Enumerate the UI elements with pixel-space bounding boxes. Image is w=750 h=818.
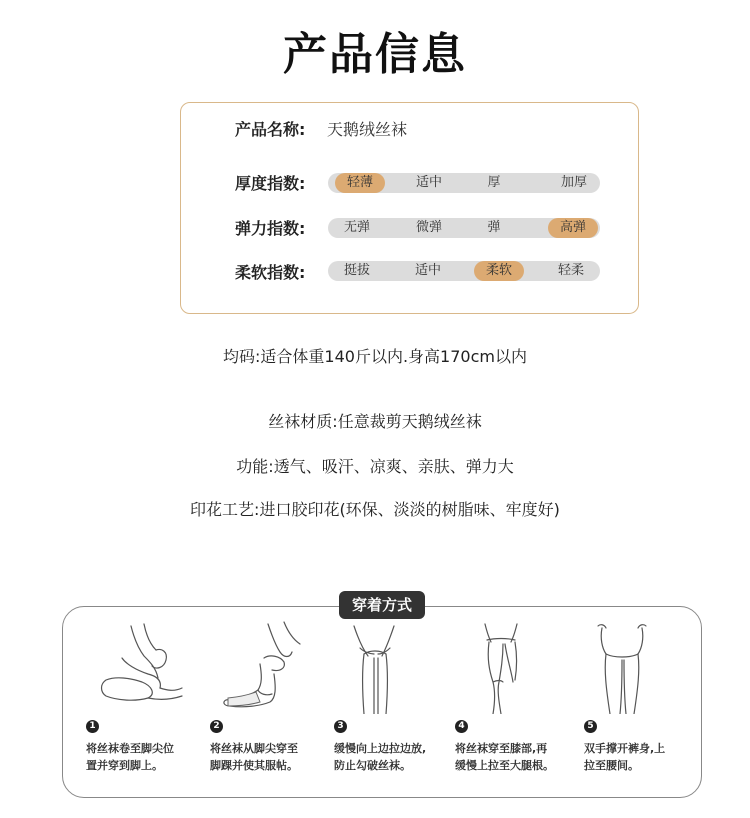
step-number-2: 2	[210, 720, 223, 733]
elasticity-scale	[328, 218, 600, 238]
page-title: 产品信息	[283, 29, 467, 80]
thickness-option-light: 轻薄	[335, 173, 385, 193]
product-name-value: 天鹅绒丝袜	[327, 120, 408, 139]
softness-option-gentle: 轻柔	[557, 263, 584, 278]
softness-scale	[328, 261, 600, 281]
elasticity-option-none: 无弹	[343, 220, 370, 235]
printing-info: 印花工艺:进口胶印花(环保、淡淡的树脂味、牢度好)	[190, 500, 560, 519]
product-name-label: 产品名称:	[235, 120, 306, 139]
softness-option-firm: 挺拔	[343, 263, 370, 278]
size-info: 均码:适合体重140斤以内.身高170cm以内	[223, 347, 527, 366]
step-3-text: 缓慢向上边拉边放, 防止勾破丝袜。	[334, 742, 427, 772]
elasticity-label: 弹力指数:	[235, 219, 306, 238]
thickness-option-extra-thick: 加厚	[560, 175, 587, 190]
step-2-text: 将丝袜从脚尖穿至 脚踝并使其服帖。	[210, 742, 298, 772]
function-info: 功能:透气、吸汗、凉爽、亲肤、弹力大	[236, 457, 514, 476]
elasticity-option-high: 高弹	[548, 218, 598, 238]
elasticity-option-slight: 微弹	[415, 220, 442, 235]
material-info: 丝袜材质:任意裁剪天鹅绒丝袜	[268, 412, 482, 431]
step-number-3: 3	[334, 720, 347, 733]
softness-option-medium: 适中	[414, 263, 441, 278]
step-1-text: 将丝袜卷至脚尖位 置并穿到脚上。	[86, 742, 174, 772]
thickness-option-medium: 适中	[415, 175, 442, 190]
product-info-card	[180, 102, 639, 314]
thickness-scale	[328, 173, 600, 193]
step-4-text: 将丝袜穿至膝部,再 缓慢上拉至大腿根。	[455, 742, 554, 772]
pull-to-ankle-illustration	[210, 618, 320, 714]
thickness-label: 厚度指数:	[235, 174, 306, 193]
elasticity-option-elastic: 弹	[487, 220, 501, 235]
pull-up-legs-illustration	[334, 618, 444, 714]
step-5-text: 双手撑开裤身,上 拉至腰间。	[584, 742, 666, 772]
wearing-title: 穿着方式	[339, 591, 425, 619]
pull-to-waist-illustration	[584, 618, 694, 714]
step-number-5: 5	[584, 720, 597, 733]
softness-option-soft: 柔软	[474, 261, 524, 281]
pull-to-thigh-illustration	[455, 618, 565, 714]
roll-stocking-illustration	[86, 618, 196, 714]
softness-label: 柔软指数:	[235, 263, 306, 282]
thickness-option-thick: 厚	[487, 175, 501, 190]
step-number-1: 1	[86, 720, 99, 733]
step-number-4: 4	[455, 720, 468, 733]
